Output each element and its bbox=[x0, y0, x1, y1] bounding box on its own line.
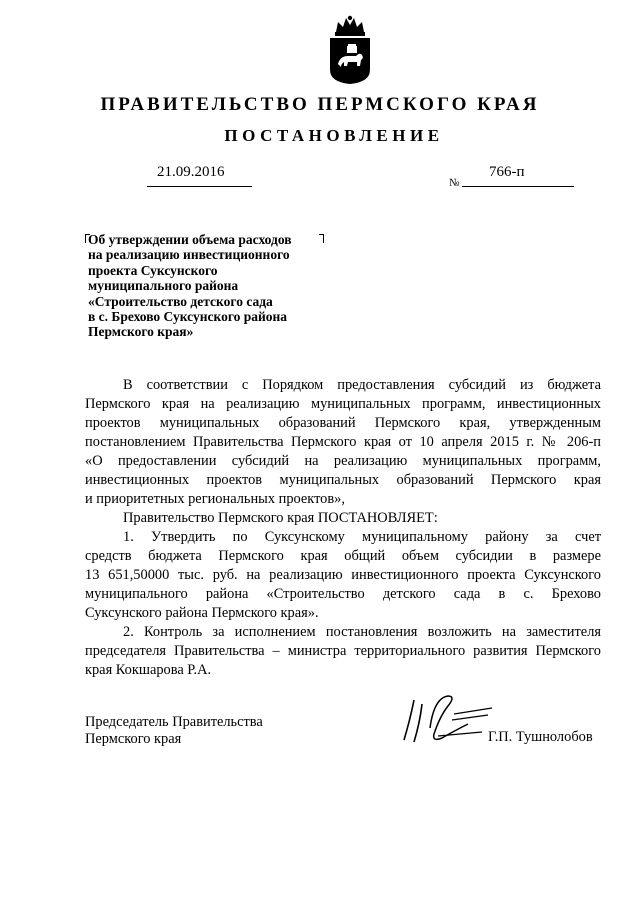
signer-name: Г.П. Тушнолобов bbox=[488, 729, 593, 745]
preamble-paragraph bbox=[85, 376, 601, 509]
subject-line: Пермского края» bbox=[88, 324, 194, 340]
government-title: ПРАВИТЕЛЬСТВО ПЕРМСКОГО КРАЯ bbox=[100, 94, 540, 115]
decree-date: 21.09.2016 bbox=[157, 164, 225, 180]
decree-number: 766-п bbox=[489, 164, 525, 180]
subject-line: на реализацию инвестиционного bbox=[88, 247, 290, 263]
item-1-line: 13 651,50000 тыс. руб. на реализацию инвестиционного проекта Суксунского bbox=[85, 567, 601, 583]
item-2-line: края Кокшарова Р.А. bbox=[85, 662, 212, 678]
preamble-line: инвестиционных проектов муниципальных образований Пермского края bbox=[85, 472, 601, 488]
preamble-line: проектов муниципальных образований Пермского края, утвержденным bbox=[85, 415, 601, 431]
coat-of-arms-icon bbox=[326, 14, 374, 86]
document-type-title: ПОСТАНОВЛЕНИЕ bbox=[224, 126, 444, 145]
item-2-line: 2. Контроль за исполнением постановления возложить на заместителя bbox=[123, 624, 601, 640]
preamble-line: Пермского края на реализацию муниципальных программ, инвестиционных bbox=[85, 396, 601, 412]
decree-body bbox=[85, 376, 601, 680]
subject-line: проекта Суксунского bbox=[88, 262, 218, 278]
item-1-line: муниципального района «Строительство детского сада в с. Брехово bbox=[85, 586, 601, 602]
preamble-line: «О предоставлении субсидий на реализацию муниципальных программ, bbox=[85, 453, 601, 469]
item-2-paragraph bbox=[85, 623, 601, 680]
item-1-line: Суксунского района Пермского края». bbox=[85, 605, 319, 621]
date-underline bbox=[147, 186, 252, 187]
preamble-line: и приоритетных региональных проектов», bbox=[85, 491, 345, 507]
subject-line: «Строительство детского сада bbox=[88, 293, 273, 309]
item-2-line: председателя Правительства – министра территориального развития Пермского bbox=[85, 643, 601, 659]
preamble-line: постановлением Правительства Пермского края от 10 апреля 2015 г. № 206-п bbox=[85, 434, 601, 450]
signer-position bbox=[85, 714, 263, 748]
item-1-line: 1. Утвердить по Суксунскому муниципальному району за счет bbox=[123, 529, 601, 545]
decrees-line: Правительство Пермского края ПОСТАНОВЛЯЕТ: bbox=[123, 510, 438, 526]
subject-line: в с. Брехово Суксунского района bbox=[88, 309, 288, 325]
signer-position-line: Пермского края bbox=[85, 731, 182, 747]
decrees-paragraph bbox=[85, 509, 601, 528]
signer-position-line: Председатель Правительства bbox=[85, 714, 263, 730]
decree-subject bbox=[88, 232, 338, 340]
item-1-line: средств бюджета Пермского края общий объем субсидии в размере bbox=[85, 548, 601, 564]
number-underline bbox=[462, 186, 574, 187]
subject-line: муниципального района bbox=[88, 278, 239, 294]
number-sign: № bbox=[449, 177, 460, 189]
subject-line: Об утверждении объема расходов bbox=[88, 232, 292, 247]
item-1-paragraph bbox=[85, 528, 601, 623]
preamble-line: В соответствии с Порядком предоставления субсидий из бюджета bbox=[123, 377, 601, 393]
handwritten-signature-icon bbox=[398, 690, 494, 746]
